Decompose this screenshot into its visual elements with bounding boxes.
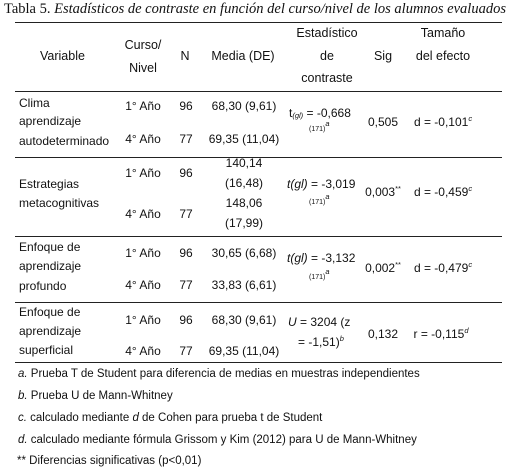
n-cell: 77 (179, 344, 193, 358)
n-cell: 96 (179, 313, 193, 327)
media-cell: 148,06 (225, 196, 263, 210)
statistic-cell: = -1,51)$^b$ (298, 334, 344, 349)
media-cell: (16,48) (224, 176, 264, 190)
note-a: a. Prueba T de Student para diferencia de medias en muestras independientes (18, 368, 420, 380)
header-rule (15, 91, 502, 92)
media-cell: (17,99) (224, 216, 264, 230)
header-media: Media (DE) (211, 49, 275, 63)
statistic-cell: t(gl) = -3,132 (287, 251, 356, 265)
header-estadistico-line2: de (320, 49, 334, 63)
sig-cell: 0,002** (365, 260, 401, 275)
note-d: d. calculado mediante fórmula Grissom y Kim (2012) para U de Mann-Whitney (18, 434, 417, 446)
effect-cell: d = -0,479$^c$ (413, 260, 473, 275)
header-curso-line1: Curso/ (124, 38, 162, 52)
row-divider-2 (15, 236, 502, 237)
statistic-cell: U = 3204 (z (288, 315, 351, 329)
effect-cell: d = -0,101$^c$ (413, 114, 473, 129)
effect-cell: d = -0,459$^c$ (413, 184, 473, 199)
n-cell: 96 (179, 99, 193, 113)
note-b: b. Prueba U de Mann-Whitney (18, 390, 173, 402)
header-variable: Variable (40, 49, 85, 63)
caption-title: Estadísticos de contraste en función del curso/nivel de los alumnos evaluados (54, 1, 506, 17)
sig-cell: 0,003** (365, 184, 401, 199)
header-tamano-line2: del efecto (415, 49, 471, 63)
curso-cell: 1° Año (125, 313, 161, 327)
curso-cell: 1° Año (125, 99, 161, 113)
media-cell: 69,35 (11,04) (208, 344, 280, 358)
variable-line: autodeterminado (19, 134, 110, 148)
variable-line: aprendizaje (19, 259, 82, 273)
variable-line: Enfoque de (19, 305, 81, 319)
statistic-cell: t(gl) = -3,019 (287, 177, 356, 191)
media-cell: 69,35 (11,04) (208, 132, 280, 146)
media-cell: 140,14 (225, 156, 263, 170)
table-bottom-rule (15, 362, 502, 363)
curso-cell: 4° Año (125, 278, 161, 292)
variable-line: Enfoque de (19, 240, 81, 254)
header-sig: Sig (373, 49, 393, 63)
effect-cell: r = -0,115$^d$ (413, 326, 469, 341)
header-tamano-line1: Tamaño (420, 26, 466, 40)
statistic-df: $(171)^a$ (309, 192, 330, 206)
media-cell: 68,30 (9,61) (211, 99, 277, 113)
n-cell: 96 (179, 166, 193, 180)
n-cell: 77 (179, 278, 193, 292)
n-cell: 77 (179, 132, 193, 146)
curso-cell: 1° Año (125, 166, 161, 180)
n-cell: 77 (179, 207, 193, 221)
media-cell: 68,30 (9,61) (211, 313, 277, 327)
caption-label: Tabla 5. (4, 1, 51, 17)
note-c: c. calculado mediante d de Cohen para prueba t de Student (18, 412, 323, 424)
n-cell: 96 (179, 246, 193, 260)
variable-line: superficial (19, 343, 74, 357)
variable-line: aprendizaje (19, 114, 82, 128)
statistic-df: $(171)^a$ (309, 119, 330, 133)
curso-cell: 4° Año (125, 344, 161, 358)
variable-line: aprendizaje (19, 324, 82, 338)
variable-line: Estrategias (19, 177, 80, 191)
sig-cell: 0,505 (367, 115, 399, 129)
statistic-cell: $t_{(gl)} = -0,668$ (289, 106, 351, 120)
variable-line: profundo (19, 279, 67, 293)
note-significance: ** Diferencias significativas (p<0,01) (17, 455, 202, 467)
variable-line: metacognitivas (19, 196, 100, 210)
header-estadistico-line3: contraste (301, 71, 353, 85)
media-cell: 30,65 (6,68) (211, 246, 277, 260)
table-caption (4, 1, 506, 18)
header-n: N (180, 49, 190, 63)
header-estadistico-line1: Estadístico (296, 26, 358, 40)
sig-cell: 0,132 (367, 327, 399, 341)
curso-cell: 4° Año (125, 132, 161, 146)
media-cell: 33,83 (6,61) (211, 278, 277, 292)
statistic-df: $(171)^a$ (309, 267, 330, 281)
variable-line: Clima (19, 96, 50, 110)
row-divider-3 (15, 302, 502, 303)
curso-cell: 1° Año (125, 246, 161, 260)
header-curso-line2: Nivel (129, 61, 157, 75)
curso-cell: 4° Año (125, 207, 161, 221)
